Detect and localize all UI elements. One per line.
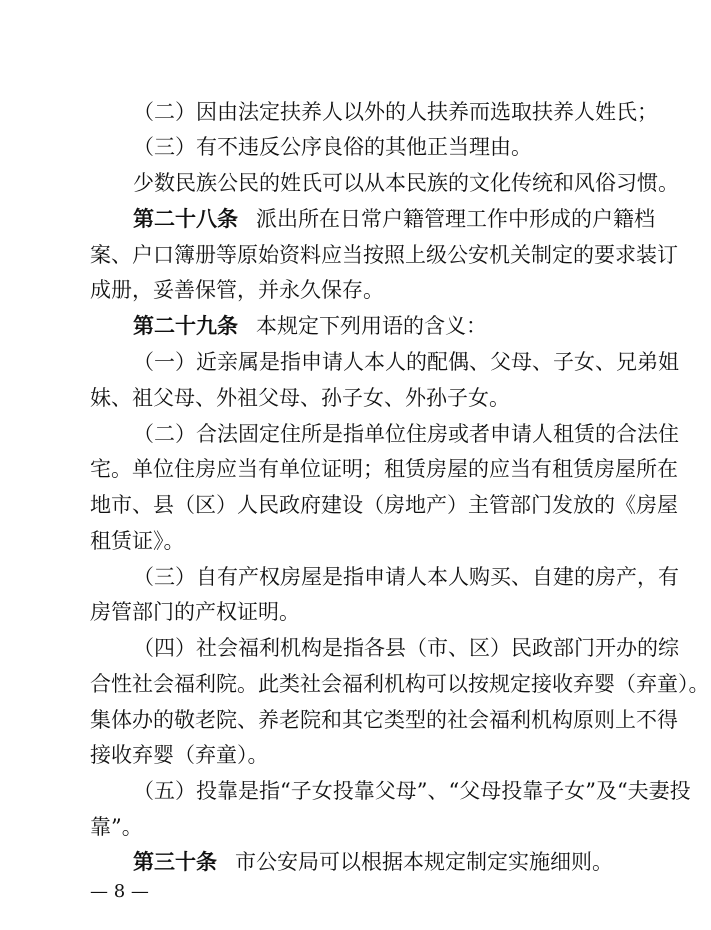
paragraph-line <box>133 420 679 448</box>
article-heading-line <box>133 205 655 233</box>
line-text: （一）近亲属是指申请人本人的配偶、父母、子女、兄弟姐 <box>133 350 679 374</box>
article-heading-line <box>133 312 630 340</box>
line-text: 合性社会福利院。此类社会福利机构可以按规定接收弃婴（弃童）。 <box>90 672 710 696</box>
line-text: （三）有不违反公序良俗的其他正当理由。 <box>133 135 532 159</box>
line-text: 集体办的敬老院、养老院和其它类型的社会福利机构原则上不得 <box>90 708 678 732</box>
paragraph-line <box>90 527 630 555</box>
paragraph-line <box>90 455 678 483</box>
paragraph-line <box>133 169 679 197</box>
paragraph-line <box>133 348 679 376</box>
paragraph-line <box>90 491 678 519</box>
paragraph-line <box>90 276 630 304</box>
article-heading-line <box>133 848 630 876</box>
paragraph-line <box>133 777 691 805</box>
line-text: （二）合法固定住所是指单位住房或者申请人租赁的合法住 <box>133 422 679 446</box>
line-text: （三）自有产权房屋是指申请人本人购买、自建的房产，有 <box>133 565 679 589</box>
paragraph-line <box>133 133 630 161</box>
line-text: 地市、县（区）人民政府建设（房地产）主管部门发放的《房屋 <box>90 493 678 517</box>
article-label: 第三十条 <box>133 849 217 874</box>
paragraph-line <box>90 241 678 269</box>
line-text: 市公安局可以根据本规定制定实施细则。 <box>235 850 613 874</box>
line-text: 宅。单位住房应当有单位证明；租赁房屋的应当有租赁房屋所在 <box>90 457 678 481</box>
page-number: — 8 — <box>90 881 149 902</box>
paragraph-line <box>90 670 710 698</box>
line-text: 接收弃婴（弃童）。 <box>90 743 269 767</box>
line-text: 成册，妥善保管，并永久保存。 <box>90 278 384 302</box>
line-text: （二）因由法定扶养人以外的人扶养而选取扶养人姓氏； <box>133 100 658 124</box>
line-text: 派出所在日常户籍管理工作中形成的户籍档 <box>256 207 655 231</box>
line-text: 少数民族公民的姓氏可以从本民族的文化传统和风俗习惯。 <box>133 171 679 195</box>
line-text: （四）社会福利机构是指各县（市、区）民政部门开办的综 <box>133 636 679 660</box>
paragraph-line <box>133 634 679 662</box>
line-text: （五）投靠是指“子女投靠父母”、“父母投靠子女”及“夫妻投 <box>133 779 691 803</box>
paragraph-line <box>90 384 630 412</box>
paragraph-line <box>90 706 678 734</box>
line-text: 房管部门的产权证明。 <box>90 600 300 624</box>
line-text: 妹、祖父母、外祖父母、孙子女、外孙子女。 <box>90 386 510 410</box>
paragraph-line <box>90 741 630 769</box>
article-label: 第二十九条 <box>133 313 238 338</box>
line-text: 租赁证》。 <box>90 529 185 553</box>
line-text: 靠”。 <box>90 815 143 839</box>
article-label: 第二十八条 <box>133 206 238 231</box>
paragraph-line <box>90 598 630 626</box>
paragraph-line <box>133 563 679 591</box>
paragraph-line <box>133 98 658 126</box>
line-text: 案、户口簿册等原始资料应当按照上级公安机关制定的要求装订 <box>90 243 678 267</box>
line-text: 本规定下列用语的含义： <box>256 314 487 338</box>
paragraph-line <box>90 813 630 841</box>
